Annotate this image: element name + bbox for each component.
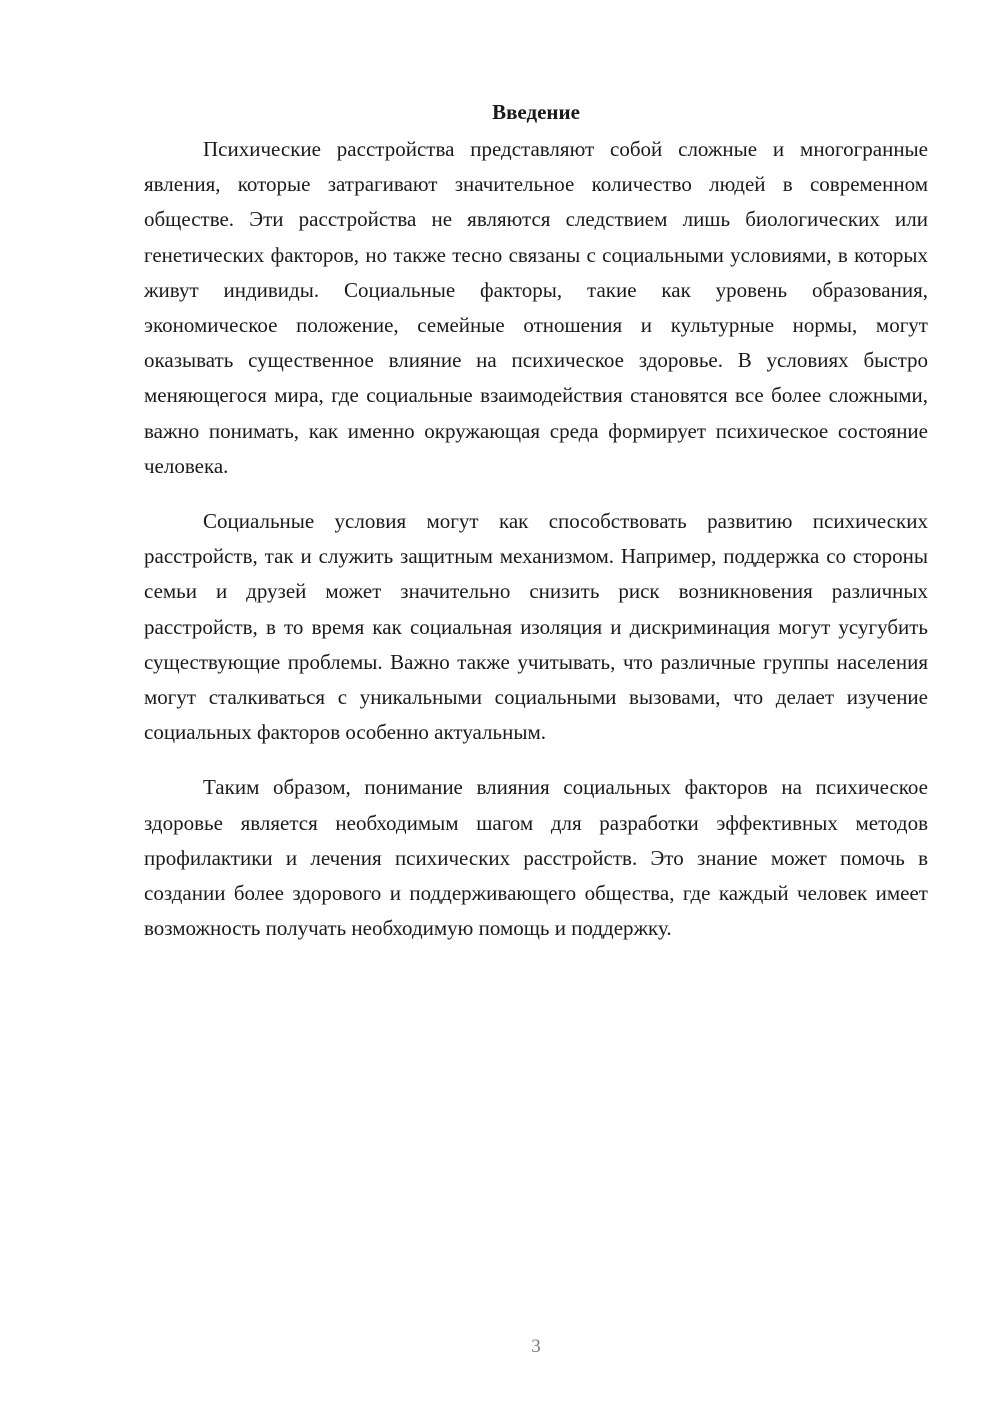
section-title: Введение [492, 100, 580, 124]
paragraph-3: Таким образом, понимание влияния социальных факторов на психическое здоровье является необходимым шагом для разработки эффективных методов профилактики и лечения психических расстройств. Это знание может помочь в создании более здорового и поддерживающего общества, где каждый человек имеет возможность получать необходимую помощь и поддержку. [144, 775, 928, 941]
paragraph-1: Психические расстройства представляют собой сложные и многогранные явления, которые затрагивают значительное количество людей в современном обществе. Эти расстройства не являются следствием лишь биологических или генетических факторов, но также тесно связаны с социальными условиями, в которых живут индивиды. Социальные факторы, такие как уровень образования, экономическое положение, семейные отношения и культурные нормы, могут оказывать существенное влияние на психическое здоровье. В условиях быстро меняющегося мира, где социальные взаимодействия становятся все более сложными, важно понимать, как именно окружающая среда формирует психическое состояние человека. [144, 137, 928, 478]
page-content [144, 98, 928, 946]
page-number: 3 [531, 1336, 541, 1357]
paragraph-2: Социальные условия могут как способствовать развитию психических расстройств, так и служить защитным механизмом. Например, поддержка со стороны семьи и друзей может значительно снизить риск возникновения различных расстройств, в то время как социальная изоляция и дискриминация могут усугубить существующие проблемы. Важно также учитывать, что различные группы населения могут сталкиваться с уникальными социальными вызовами, что делает изучение социальных факторов особенно актуальным. [144, 509, 928, 745]
